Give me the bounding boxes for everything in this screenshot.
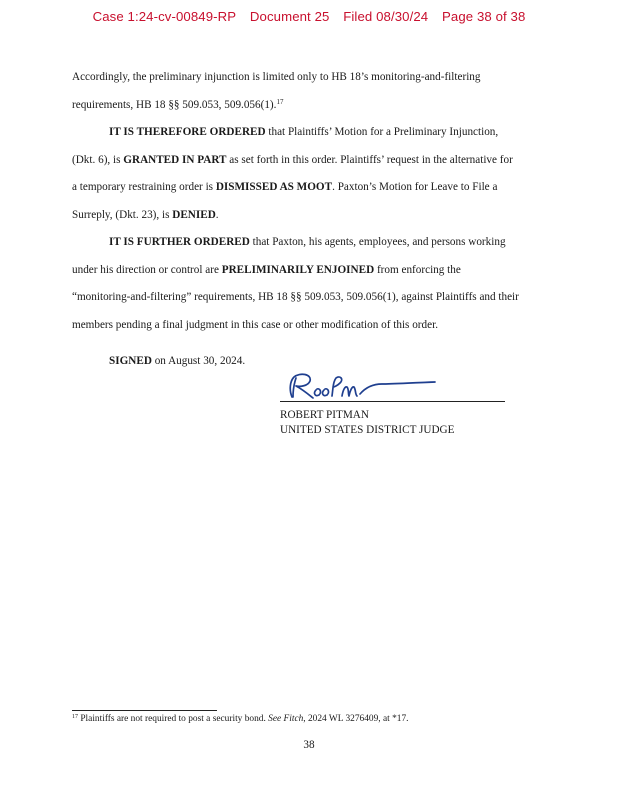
judge-name: ROBERT PITMAN — [280, 409, 369, 421]
footnote-reference: 17 — [276, 97, 284, 106]
footnote-17: $^{17}$ Plaintiffs are not required to post a security bond. See Fitch, 2024 WL 3276409, at *17. — [72, 714, 409, 724]
bold-therefore-ordered: IT IS THEREFORE ORDERED — [109, 126, 266, 138]
judge-name-title — [280, 408, 580, 438]
paragraph-limitation — [72, 64, 552, 119]
ecf-header — [0, 9, 618, 24]
signed-date: on August 30, 2024. — [151, 355, 246, 367]
text-line: “monitoring-and-filtering” requirements, HB 18 §§ 509.053, 509.056(1), against Plaintiffs and their — [72, 291, 519, 303]
paragraph-further-ordered — [72, 229, 552, 339]
text-line: Surreply, (Dkt. 23), is DENIED. — [72, 208, 219, 221]
filed-date: Filed 08/30/24 — [343, 9, 429, 24]
page-indicator: Page 38 of 38 — [441, 9, 526, 24]
case-number: Case 1:24-cv-00849-RP — [92, 9, 237, 24]
text-line: members pending a final judgment in this case or other modification of this order. — [72, 318, 438, 331]
bold-further-ordered: IT IS FURTHER ORDERED — [109, 236, 250, 248]
document-number: Document 25 — [249, 9, 330, 24]
text-line: requirements, HB 18 §§ 509.053, 509.056(1).$^{17}$ — [72, 97, 284, 111]
signature-line — [280, 401, 505, 402]
text-line: Accordingly, the preliminary injunction is limited only to HB 18’s monitoring-and-filtering — [72, 71, 481, 83]
bold-denied: DENIED — [172, 208, 216, 221]
text-line: a temporary restraining order is DISMISSED AS MOOT. Paxton’s Motion for Leave to File a — [72, 181, 498, 193]
signed-label: SIGNED — [109, 355, 152, 367]
judge-title: UNITED STATES DISTRICT JUDGE — [280, 424, 455, 436]
bold-granted-in-part: GRANTED IN PART — [123, 153, 227, 166]
paragraph-therefore-ordered — [72, 119, 552, 229]
footnote-citation: See Fitch — [268, 714, 304, 724]
text-line: under his direction or control are PRELIMINARILY ENJOINED from enforcing the — [72, 263, 461, 276]
text-line: IT IS THEREFORE ORDERED that Plaintiffs’ Motion for a Preliminary Injunction, — [109, 126, 499, 138]
text-line: IT IS FURTHER ORDERED that Paxton, his agents, employees, and persons working — [109, 236, 506, 248]
bold-dismissed-as-moot: DISMISSED AS MOOT — [215, 181, 333, 193]
footnote-number: 17 — [72, 714, 78, 720]
signature-image — [280, 370, 480, 404]
page-number: 38 — [303, 739, 315, 751]
bold-preliminarily-enjoined: PRELIMINARILY ENJOINED — [221, 263, 375, 276]
text-line: (Dkt. 6), is GRANTED IN PART as set forth in this order. Plaintiffs’ request in the alternative for — [72, 153, 513, 166]
footnote-separator — [72, 710, 217, 711]
